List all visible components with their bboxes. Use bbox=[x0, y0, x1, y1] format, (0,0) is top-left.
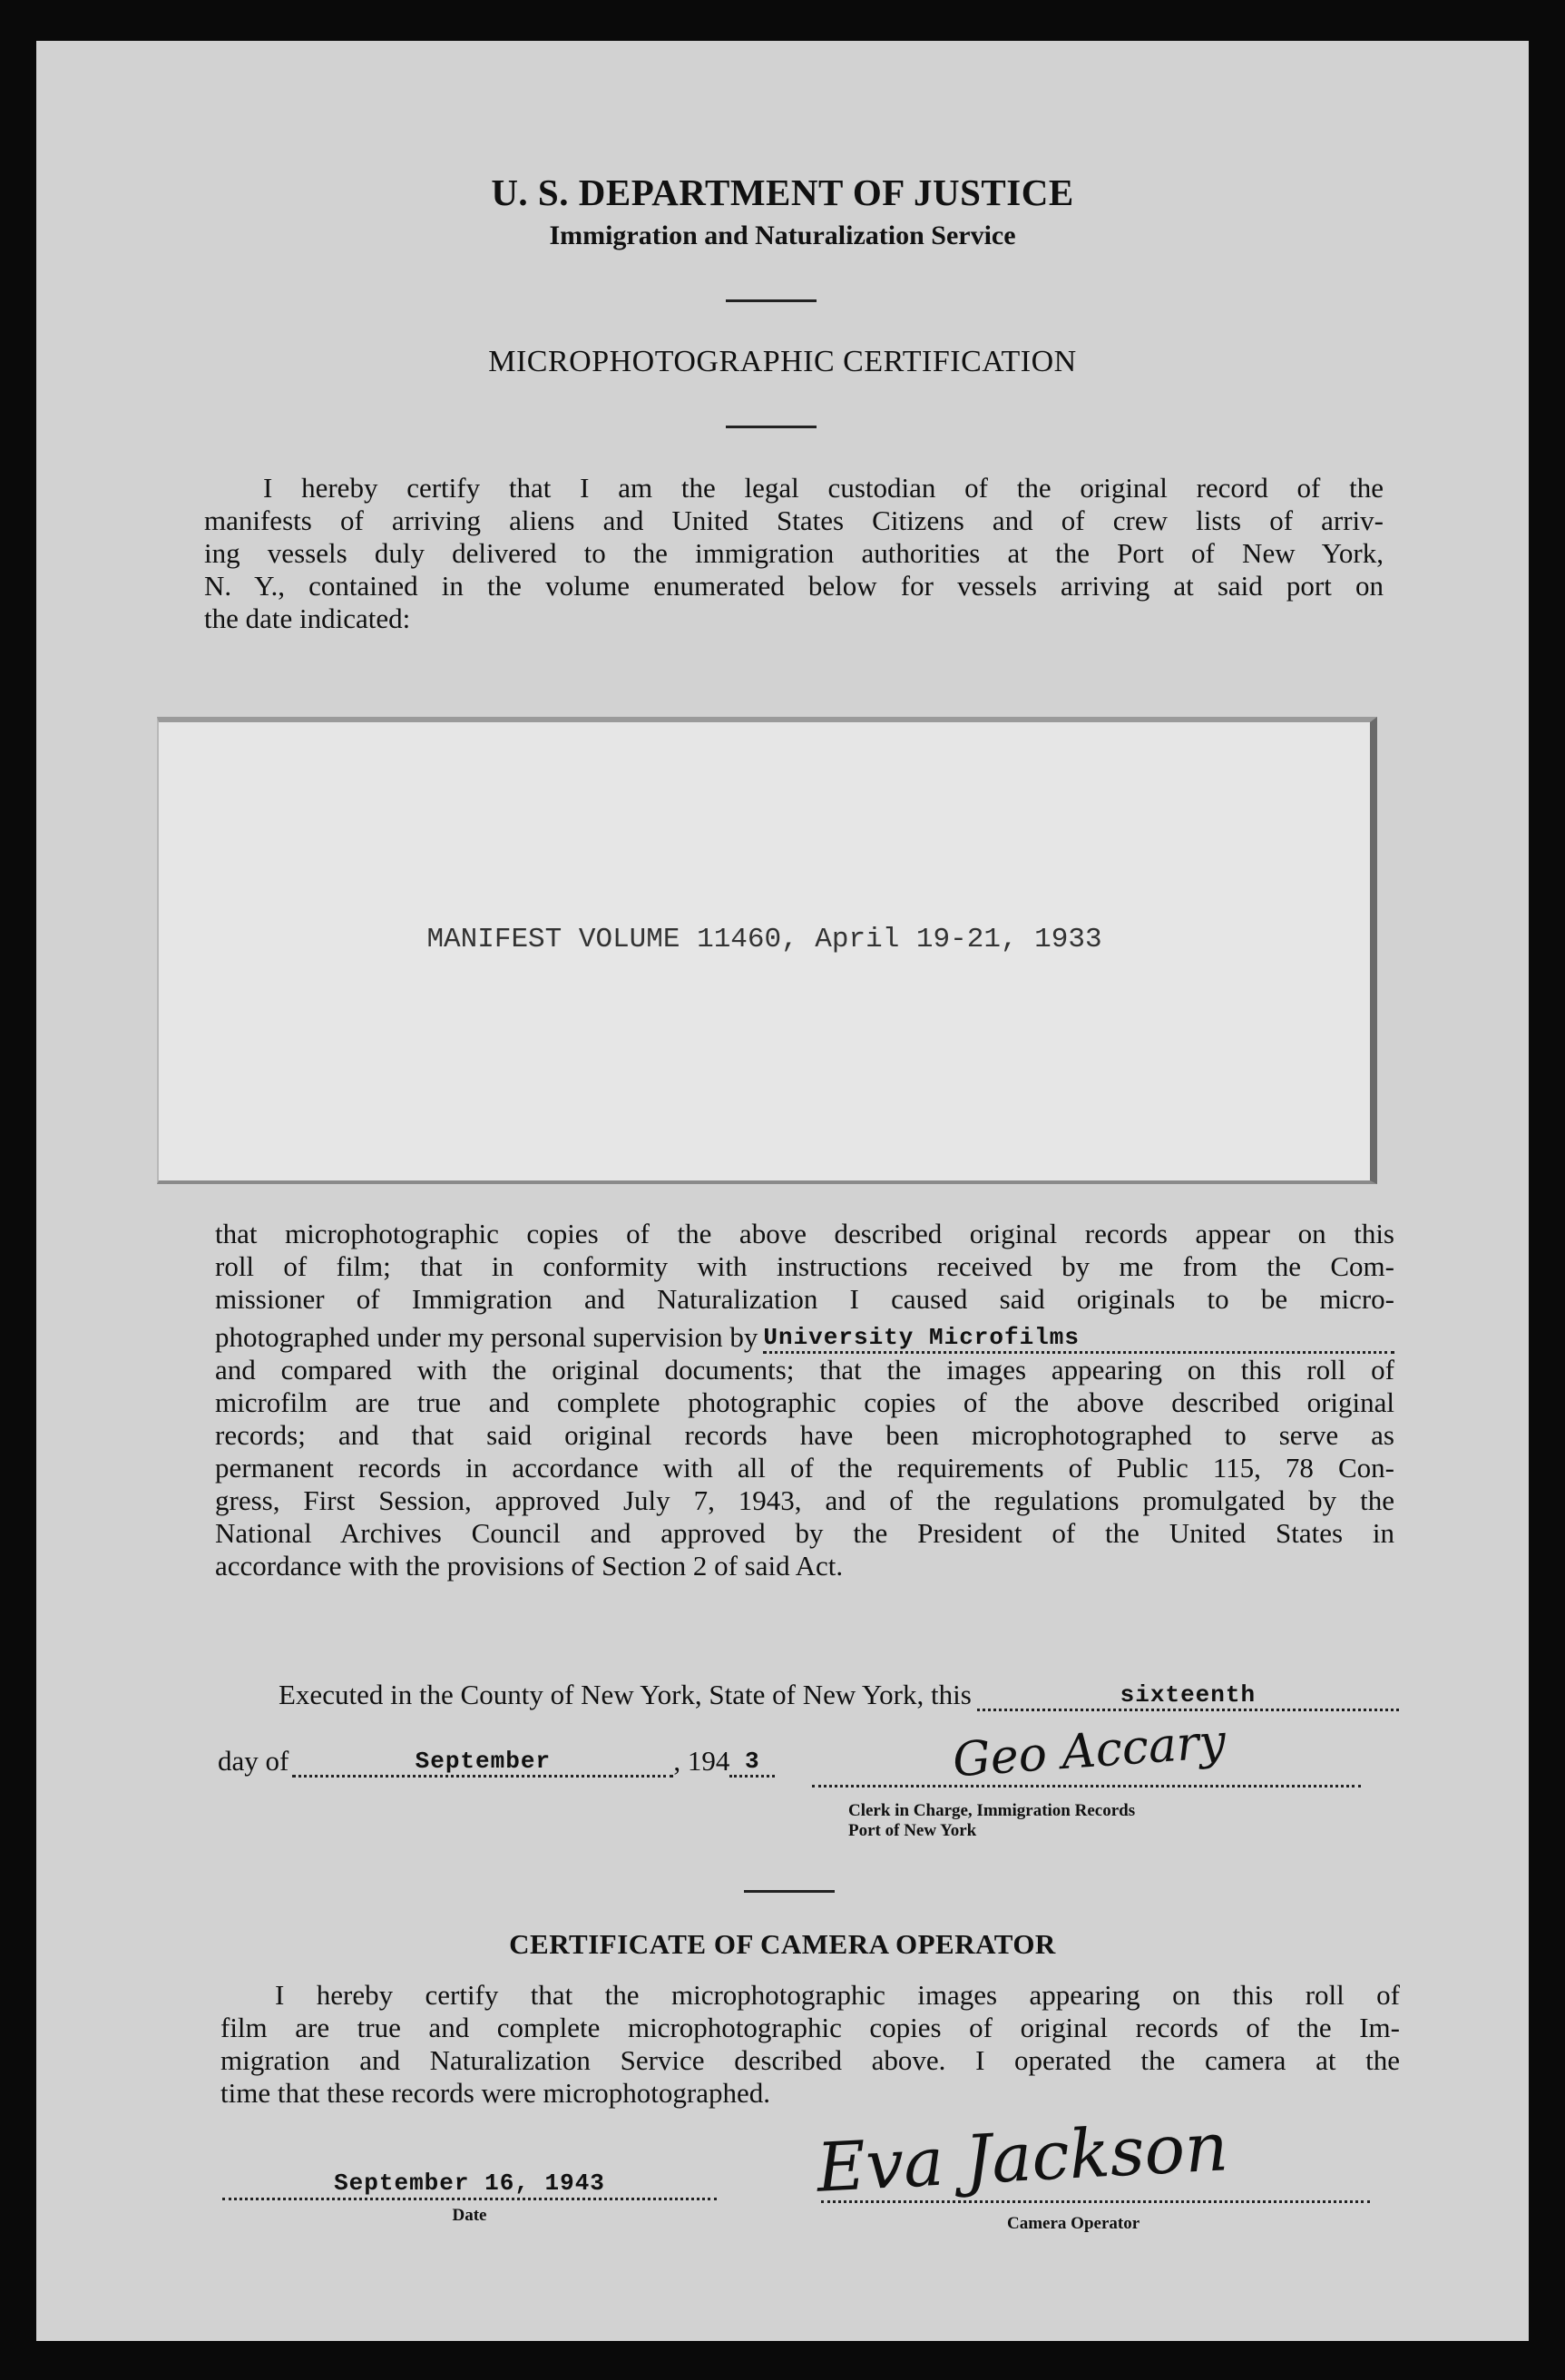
body-paragraph bbox=[215, 1218, 1394, 1582]
intro-line: I hereby certify that I am the legal custodian of the original record of the bbox=[263, 472, 1384, 504]
executed-month-field: September bbox=[292, 1748, 673, 1778]
supervision-line bbox=[215, 1321, 1394, 1354]
body-line: National Archives Council and approved by the President of the United States in bbox=[215, 1517, 1394, 1549]
body-line: accordance with the provisions of Section 2 of said Act. bbox=[215, 1550, 844, 1582]
intro-line: N. Y., contained in the volume enumerated below for vessels arriving at said port on bbox=[204, 570, 1384, 602]
divider bbox=[726, 299, 817, 302]
department-heading: U. S. DEPARTMENT OF JUSTICE bbox=[491, 171, 1074, 213]
body-line: missioner of Immigration and Naturalization I caused said originals to be micro- bbox=[215, 1283, 1394, 1315]
operator-line: migration and Naturalization Service described above. I operated the camera at the bbox=[220, 2044, 1400, 2076]
certificate-page bbox=[36, 41, 1529, 2341]
clerk-signature: Geo Accary bbox=[951, 1714, 1228, 1788]
operator-paragraph bbox=[220, 1979, 1400, 2110]
operator-date-field bbox=[222, 2169, 717, 2226]
operator-certificate-title: CERTIFICATE OF CAMERA OPERATOR bbox=[509, 1928, 1056, 1960]
body-line: roll of film; that in conformity with instructions received by me from the Com- bbox=[215, 1250, 1394, 1282]
manifest-label: MANIFEST VOLUME 11460, April 19-21, 1933 bbox=[426, 924, 1102, 955]
clerk-title-line: Clerk in Charge, Immigration Records bbox=[848, 1801, 1136, 1820]
intro-paragraph bbox=[204, 472, 1384, 635]
executed-line bbox=[279, 1679, 1399, 1711]
executed-day-field: sixteenth bbox=[977, 1681, 1399, 1711]
body-line: gress, First Session, approved July 7, 1943, and of the regulations promulgated by the bbox=[215, 1484, 1394, 1516]
supervisor-field: University Microfilms bbox=[763, 1324, 1394, 1354]
supervision-prefix: photographed under my personal supervision by bbox=[215, 1321, 758, 1353]
intro-line: ing vessels duly delivered to the immigration authorities at the Port of New York, bbox=[204, 537, 1384, 569]
year-field: 3 bbox=[729, 1748, 775, 1778]
operator-signature: Eva Jackson bbox=[815, 2108, 1230, 2208]
manifest-label-box bbox=[157, 717, 1377, 1184]
operator-date: September 16, 1943 bbox=[222, 2169, 717, 2200]
intro-line: manifests of arriving aliens and United States Citizens and of crew lists of arriv- bbox=[204, 504, 1384, 536]
clerk-title bbox=[848, 1801, 1135, 1841]
body-line: permanent records in accordance with all of the requirements of Public 115, 78 Con- bbox=[215, 1452, 1394, 1484]
body-line: records; and that said original records have been microphotographed to serve as bbox=[215, 1419, 1394, 1451]
executed-prefix: Executed in the County of New York, State of New York, this bbox=[279, 1679, 972, 1710]
operator-line: I hereby certify that the microphotographic images appearing on this roll of bbox=[275, 1979, 1400, 2011]
body-line: and compared with the original documents; that the images appearing on this roll of bbox=[215, 1354, 1394, 1386]
body-line: that microphotographic copies of the above described original records appear on this bbox=[215, 1218, 1394, 1249]
clerk-title-line: Port of New York bbox=[848, 1821, 977, 1840]
body-line: microfilm are true and complete photographic copies of the above described original bbox=[215, 1386, 1394, 1418]
day-of-prefix: day of bbox=[218, 1745, 289, 1777]
clerk-signature-line bbox=[812, 1785, 1361, 1787]
service-subheading: Immigration and Naturalization Service bbox=[549, 220, 1016, 250]
day-of-line bbox=[218, 1745, 775, 1778]
operator-line: time that these records were microphotographed. bbox=[220, 2077, 770, 2109]
certification-title: MICROPHOTOGRAPHIC CERTIFICATION bbox=[488, 345, 1077, 378]
divider bbox=[726, 426, 817, 428]
intro-line: the date indicated: bbox=[204, 602, 411, 634]
divider bbox=[744, 1890, 835, 1893]
operator-line: film are true and complete microphotographic copies of original records of the Im- bbox=[220, 2012, 1400, 2043]
camera-operator-label: Camera Operator bbox=[1007, 2214, 1140, 2233]
year-prefix: , 194 bbox=[673, 1745, 730, 1777]
date-label: Date bbox=[452, 2206, 487, 2225]
